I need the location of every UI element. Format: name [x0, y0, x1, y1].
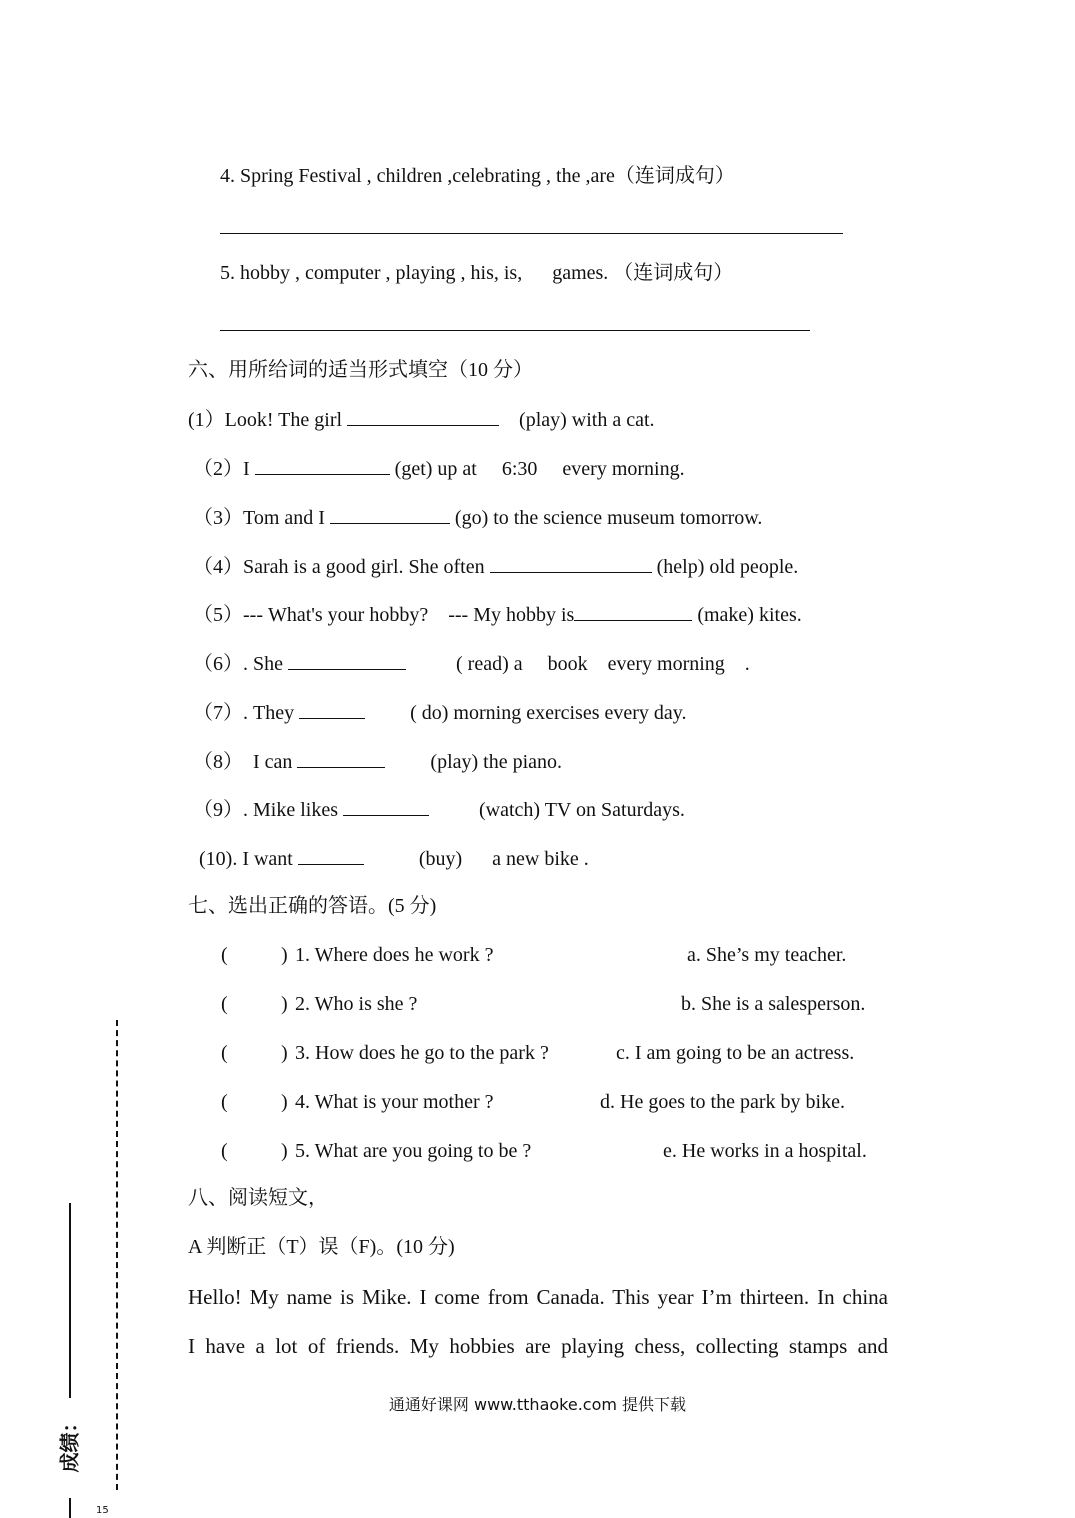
blank[interactable]	[298, 846, 364, 865]
blank[interactable]	[343, 797, 429, 816]
blank[interactable]	[330, 505, 450, 524]
answer-paren-open[interactable]: (	[221, 1042, 228, 1064]
fill-item-9	[193, 797, 685, 822]
match-answer: d. He goes to the park by bike.	[600, 1091, 845, 1113]
page-mark: 15	[96, 1505, 109, 1516]
item-text: ( do) morning exercises every day.	[365, 702, 687, 724]
match-answer: c. I am going to be an actress.	[616, 1042, 855, 1064]
reading-paragraph-line-1: Hello! My name is Mike. I come from Canada. This year I’m thirteen. In china	[188, 1285, 888, 1309]
item-text: （5）--- What's your hobby? --- My hobby is	[193, 604, 575, 626]
section-8-heading: 八、阅读短文，	[188, 1187, 328, 1209]
blank[interactable]	[490, 554, 652, 573]
item-text: (get) up at 6:30 every morning.	[389, 458, 685, 480]
blank[interactable]	[574, 602, 692, 621]
item-text: (watch) TV on Saturdays.	[429, 799, 685, 821]
item-text: (go) to the science museum tomorrow.	[449, 507, 763, 529]
match-question: 3. How does he go to the park ?	[295, 1042, 549, 1064]
item-text: (10). I want	[199, 848, 298, 870]
fill-item-8	[193, 749, 562, 774]
blank[interactable]	[297, 749, 385, 768]
match-question: 4. What is your mother ?	[295, 1091, 494, 1113]
blank[interactable]	[347, 407, 499, 426]
question-5: 5. hobby , computer , playing , his, is, games. （连词成句）	[220, 262, 734, 284]
match-question: 1. Where does he work ?	[295, 944, 494, 966]
answer-paren-open[interactable]: (	[221, 1091, 228, 1113]
fill-item-3	[193, 505, 762, 530]
item-text: (buy) a new bike .	[363, 848, 589, 870]
fill-item-10	[199, 846, 589, 871]
fill-item-1	[188, 407, 655, 432]
item-text: (1）Look! The girl	[188, 409, 348, 431]
answer-paren-close: )	[281, 1042, 288, 1064]
answer-paren-open[interactable]: (	[221, 993, 228, 1015]
match-answer: e. He works in a hospital.	[663, 1140, 867, 1162]
answer-line-4[interactable]	[220, 233, 843, 234]
match-question: 2. Who is she ?	[295, 993, 418, 1015]
blank[interactable]	[288, 651, 406, 670]
fill-item-6	[193, 651, 750, 676]
item-text: (make) kites.	[692, 604, 802, 626]
score-label: 成绩：	[57, 1412, 82, 1473]
section-7-heading: 七、选出正确的答语。(5 分)	[188, 895, 437, 917]
blank[interactable]	[255, 456, 390, 475]
item-text: （9）. Mike likes	[193, 799, 343, 821]
item-text: （8） I can	[193, 751, 298, 773]
match-answer: b. She is a salesperson.	[681, 993, 866, 1015]
item-text: （7）. They	[193, 702, 300, 724]
item-text: （3）Tom and I	[193, 507, 330, 529]
item-text: （6）. She	[193, 653, 288, 675]
item-text: (help) old people.	[651, 556, 799, 578]
answer-paren-close: )	[281, 1140, 288, 1162]
fill-item-5	[193, 602, 802, 627]
answer-paren-close: )	[281, 944, 288, 966]
item-text: (play) the piano.	[385, 751, 563, 773]
match-question: 5. What are you going to be ?	[295, 1140, 532, 1162]
section-8a-instruction: A 判断正（T）误（F)。(10 分)	[188, 1236, 455, 1258]
match-answer: a. She’s my teacher.	[687, 944, 847, 966]
question-4: 4. Spring Festival , children ,celebrating , the ,are（连词成句）	[220, 165, 735, 187]
binding-cut-line	[116, 1020, 118, 1490]
answer-paren-close: )	[281, 1091, 288, 1113]
score-line[interactable]	[69, 1203, 71, 1398]
fill-item-4	[193, 554, 798, 579]
margin-line-bottom	[69, 1498, 71, 1518]
footer-source: 通通好课网 www.tthaoke.com 提供下载	[388, 1395, 687, 1414]
fill-item-2	[193, 456, 685, 481]
answer-line-5[interactable]	[220, 330, 810, 331]
item-text: (play) with a cat.	[499, 409, 655, 431]
item-text: （4）Sarah is a good girl. She often	[193, 556, 490, 578]
reading-paragraph-line-2: I have a lot of friends. My hobbies are playing chess, collecting stamps and	[188, 1334, 888, 1358]
item-text: （2）I	[193, 458, 255, 480]
section-6-heading: 六、用所给词的适当形式填空（10 分）	[188, 359, 533, 381]
item-text: ( read) a book every morning .	[406, 653, 750, 675]
answer-paren-close: )	[281, 993, 288, 1015]
blank[interactable]	[299, 700, 365, 719]
fill-item-7	[193, 700, 686, 725]
answer-paren-open[interactable]: (	[221, 1140, 228, 1162]
answer-paren-open[interactable]: (	[221, 944, 228, 966]
